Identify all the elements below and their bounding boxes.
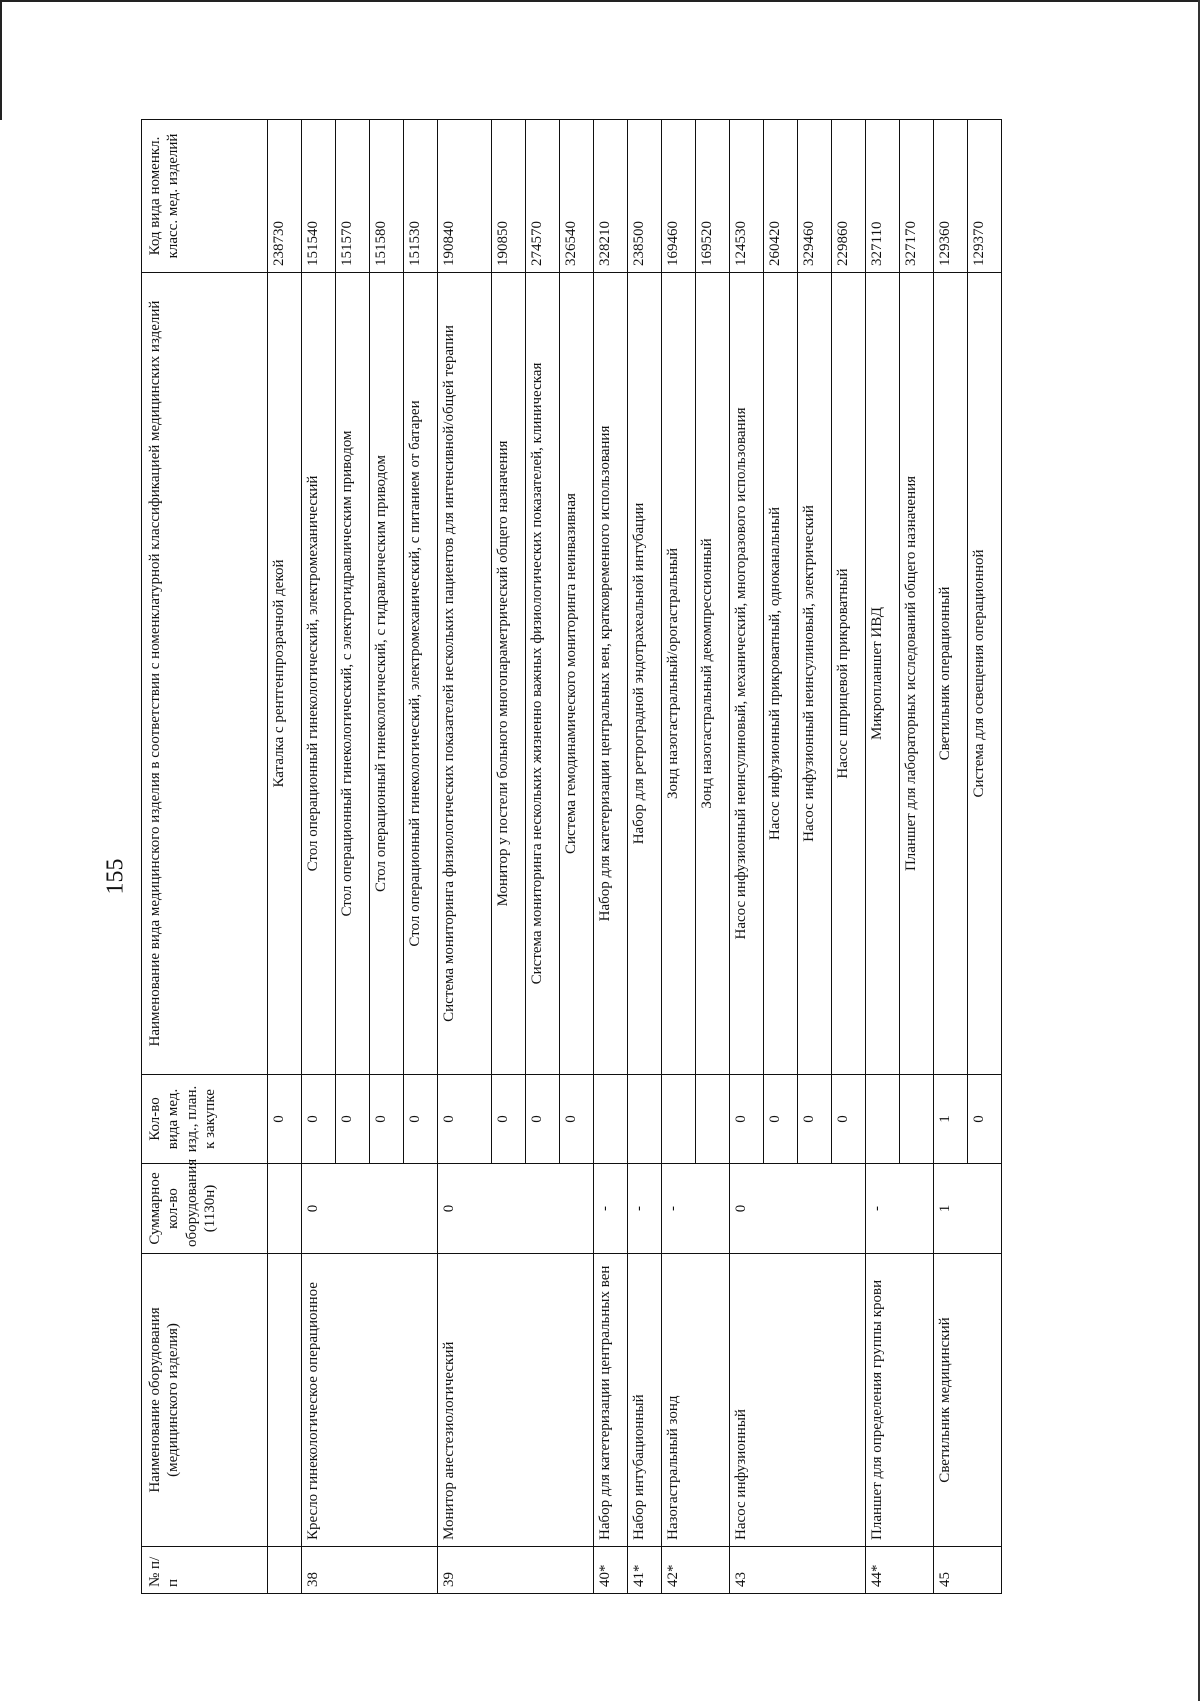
total-qty-cell: -: [865, 1164, 933, 1254]
table-row: [627, 120, 661, 1594]
equipment-cell: Кресло гинекологическое операционное: [302, 1254, 438, 1547]
code-cell: 129360: [933, 120, 967, 273]
kind-name-cell: Система для освещения операционной: [967, 273, 1001, 1075]
total-qty-cell: 1: [933, 1164, 1001, 1254]
col-header-kind-name: Наименование вида медицинского изделия в соответствии с номенклатурной классификацией медицинских изделий: [142, 273, 268, 1075]
code-cell: 129370: [967, 120, 1001, 273]
row-num-cell: 45: [933, 1547, 1001, 1594]
equipment-cell: Назогастральный зонд: [661, 1254, 729, 1547]
plan-qty-cell: 0: [763, 1075, 797, 1164]
col-header-total-qty: Суммарное кол-во оборудования (1130н): [142, 1164, 268, 1254]
table-row: [593, 120, 627, 1594]
code-cell: 169520: [695, 120, 729, 273]
code-cell: 328210: [593, 120, 627, 273]
row-num-cell: 39: [438, 1547, 594, 1594]
total-qty-cell: -: [593, 1164, 627, 1254]
kind-name-cell: Монитор у постели больного многопараметрический общего назначения: [491, 273, 525, 1075]
plan-qty-cell: 0: [797, 1075, 831, 1164]
row-num-cell: 42*: [661, 1547, 729, 1594]
kind-name-cell: Стол операционный гинекологический, с электрогидравлическим приводом: [336, 273, 370, 1075]
row-num-cell: 40*: [593, 1547, 627, 1594]
code-cell: 190850: [491, 120, 525, 273]
code-cell: 274570: [525, 120, 559, 273]
table-row: [865, 120, 899, 1594]
plan-qty-cell: 0: [438, 1075, 492, 1164]
code-cell: 169460: [661, 120, 695, 273]
scan-edge-top: [0, 0, 1200, 2]
equipment-cell: Набор для катетеризации центральных вен: [593, 1254, 627, 1547]
rotated-table-wrapper: [141, 120, 1002, 1594]
code-cell: 124530: [729, 120, 763, 273]
table-row: [268, 120, 302, 1594]
kind-name-cell: Набор для катетеризации центральных вен, кратковременного использования: [593, 273, 627, 1075]
plan-qty-cell: 0: [525, 1075, 559, 1164]
code-cell: 260420: [763, 120, 797, 273]
kind-name-cell: Стол операционный гинекологический, электромеханический, с питанием от батареи: [404, 273, 438, 1075]
total-qty-cell: 0: [729, 1164, 865, 1254]
kind-name-cell: Насос инфузионный прикроватный, одноканальный: [763, 273, 797, 1075]
col-header-code: Код вида номенкл. класс. мед. изделий: [142, 120, 268, 273]
col-header-plan-qty: Кол-во вида мед. изд., план. к закупке: [142, 1075, 268, 1164]
kind-name-cell: Зонд назогастральный декомпрессионный: [695, 273, 729, 1075]
kind-name-cell: Микропланшет ИВД: [865, 273, 899, 1075]
scan-edge-left: [0, 0, 2, 120]
equipment-table: [141, 119, 1002, 1594]
kind-name-cell: Светильник операционный: [933, 273, 967, 1075]
kind-name-cell: Насос инфузионный неинсулиновый, механический, многоразового использования: [729, 273, 763, 1075]
plan-qty-cell: 0: [967, 1075, 1001, 1164]
page-number: 155: [102, 858, 129, 895]
kind-name-cell: Набор для ретроградной эндотрахеальной интубации: [627, 273, 661, 1075]
code-cell: 238730: [268, 120, 302, 273]
total-qty-cell: 0: [438, 1164, 594, 1254]
total-qty-cell: 0: [302, 1164, 438, 1254]
code-cell: 151580: [370, 120, 404, 273]
row-num-cell: [268, 1547, 302, 1594]
col-header-equipment: Наименование оборудования (медицинского изделия): [142, 1254, 268, 1547]
plan-qty-cell: [695, 1075, 729, 1164]
kind-name-cell: Система мониторинга нескольких жизненно важных физиологических показателей, клиническая: [525, 273, 559, 1075]
kind-name-cell: Система мониторинга физиологических показателей нескольких пациентов для интенсивной/общей терапии: [438, 273, 492, 1075]
equipment-cell: Планшет для определения группы крови: [865, 1254, 933, 1547]
equipment-cell: Светильник медицинский: [933, 1254, 1001, 1547]
kind-name-cell: Планшет для лабораторных исследований общего назначения: [899, 273, 933, 1075]
plan-qty-cell: 0: [336, 1075, 370, 1164]
plan-qty-cell: 0: [370, 1075, 404, 1164]
table-row: [438, 120, 492, 1594]
code-cell: 326540: [559, 120, 593, 273]
code-cell: 229860: [831, 120, 865, 273]
table-row: [729, 120, 763, 1594]
table-row: [302, 120, 336, 1594]
table-row: [661, 120, 695, 1594]
code-cell: 151570: [336, 120, 370, 273]
plan-qty-cell: [661, 1075, 695, 1164]
table-row: [933, 120, 967, 1594]
row-num-cell: 44*: [865, 1547, 933, 1594]
row-num-cell: 41*: [627, 1547, 661, 1594]
equipment-cell: Насос инфузионный: [729, 1254, 865, 1547]
kind-name-cell: Стол операционный гинекологический, с гидравлическим приводом: [370, 273, 404, 1075]
code-cell: 327110: [865, 120, 899, 273]
plan-qty-cell: 0: [268, 1075, 302, 1164]
kind-name-cell: Насос инфузионный неинсулиновый, электрический: [797, 273, 831, 1075]
kind-name-cell: Зонд назогастральный/орогастральный: [661, 273, 695, 1075]
row-num-cell: 43: [729, 1547, 865, 1594]
equipment-cell: Набор интубационный: [627, 1254, 661, 1547]
plan-qty-cell: 0: [404, 1075, 438, 1164]
plan-qty-cell: [627, 1075, 661, 1164]
kind-name-cell: Каталка с рентгенпрозрачной декой: [268, 273, 302, 1075]
equipment-cell: Монитор анестезиологический: [438, 1254, 594, 1547]
plan-qty-cell: 0: [831, 1075, 865, 1164]
plan-qty-cell: 0: [559, 1075, 593, 1164]
total-qty-cell: -: [627, 1164, 661, 1254]
col-header-num: № п/п: [142, 1547, 268, 1594]
plan-qty-cell: [899, 1075, 933, 1164]
plan-qty-cell: 0: [729, 1075, 763, 1164]
total-qty-cell: [268, 1164, 302, 1254]
table-header-row: [142, 120, 268, 1594]
code-cell: 190840: [438, 120, 492, 273]
plan-qty-cell: [865, 1075, 899, 1164]
total-qty-cell: -: [661, 1164, 729, 1254]
plan-qty-cell: 0: [302, 1075, 336, 1164]
plan-qty-cell: 0: [491, 1075, 525, 1164]
plan-qty-cell: 1: [933, 1075, 967, 1164]
kind-name-cell: Насос шприцевой прикроватный: [831, 273, 865, 1075]
equipment-cell: [268, 1254, 302, 1547]
kind-name-cell: Система гемодинамического мониторинга неинвазивная: [559, 273, 593, 1075]
plan-qty-cell: [593, 1075, 627, 1164]
code-cell: 151540: [302, 120, 336, 273]
code-cell: 327170: [899, 120, 933, 273]
row-num-cell: 38: [302, 1547, 438, 1594]
code-cell: 151530: [404, 120, 438, 273]
code-cell: 329460: [797, 120, 831, 273]
code-cell: 238500: [627, 120, 661, 273]
kind-name-cell: Стол операционный гинекологический, электромеханический: [302, 273, 336, 1075]
